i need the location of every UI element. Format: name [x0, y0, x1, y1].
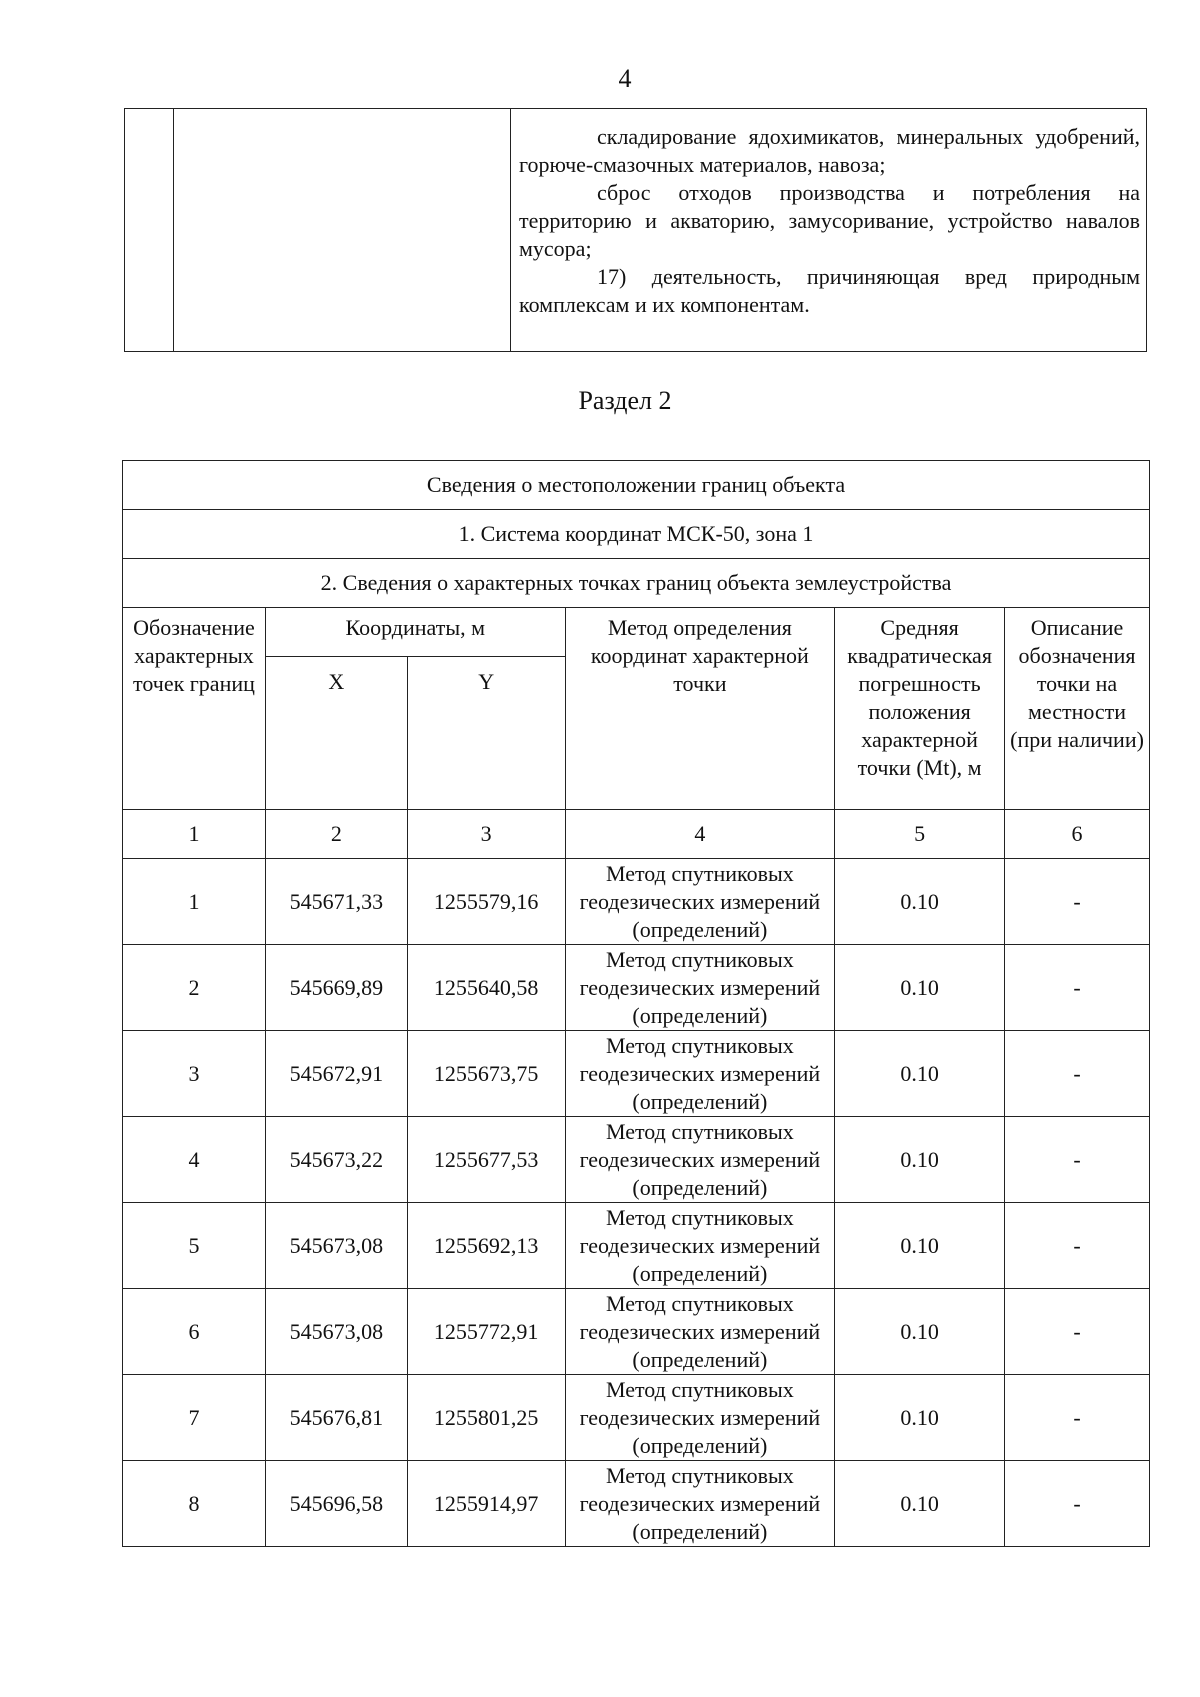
point-method: Метод спутниковых геодезических измерений (определений) — [565, 1289, 835, 1375]
point-method: Метод спутниковых геодезических измерений (определений) — [565, 945, 835, 1031]
point-number: 1 — [123, 859, 266, 945]
column-numbers-row — [123, 810, 1150, 859]
point-mt: 0.10 — [835, 945, 1005, 1031]
table-row — [123, 1289, 1150, 1375]
column-number: 2 — [265, 810, 407, 859]
header-coordinates: Координаты, м — [265, 608, 565, 657]
point-number: 3 — [123, 1031, 266, 1117]
point-x: 545669,89 — [265, 945, 407, 1031]
point-number: 8 — [123, 1461, 266, 1547]
point-method: Метод спутниковых геодезических измерений (определений) — [565, 1461, 835, 1547]
point-x: 545673,08 — [265, 1289, 407, 1375]
column-number: 3 — [407, 810, 565, 859]
column-number: 4 — [565, 810, 835, 859]
empty-cell-1 — [125, 109, 174, 352]
boundary-points-table — [122, 460, 1150, 1547]
coord-system: 1. Система координат МСК-50, зона 1 — [123, 510, 1150, 559]
header-description: Описание обозначения точки на местности (при наличии) — [1005, 608, 1150, 810]
paragraph-waste: сброс отходов производства и потребления на территорию и акваторию, замусоривание, устройство навалов мусора; — [519, 180, 1140, 261]
header-method: Метод определения координат характерной точки — [565, 608, 835, 810]
point-description: - — [1005, 1031, 1150, 1117]
point-method: Метод спутниковых геодезических измерений (определений) — [565, 1375, 835, 1461]
table-row — [123, 1375, 1150, 1461]
header-error: Средняя квадратическая погрешность положения характерной точки (Mt), м — [835, 608, 1005, 810]
point-y: 1255801,25 — [407, 1375, 565, 1461]
continuation-table — [124, 108, 1147, 352]
point-y: 1255640,58 — [407, 945, 565, 1031]
table-row — [123, 1031, 1150, 1117]
point-y: 1255579,16 — [407, 859, 565, 945]
point-description: - — [1005, 945, 1150, 1031]
continuation-row — [125, 109, 1147, 352]
point-x: 545672,91 — [265, 1031, 407, 1117]
table-title: Сведения о местоположении границ объекта — [123, 461, 1150, 510]
points-title: 2. Сведения о характерных точках границ объекта землеустройства — [123, 559, 1150, 608]
point-method: Метод спутниковых геодезических измерений (определений) — [565, 1117, 835, 1203]
page-number: 4 — [618, 64, 632, 93]
table-row — [123, 859, 1150, 945]
point-mt: 0.10 — [835, 1031, 1005, 1117]
point-mt: 0.10 — [835, 859, 1005, 945]
point-description: - — [1005, 1117, 1150, 1203]
point-method: Метод спутниковых геодезических измерений (определений) — [565, 1031, 835, 1117]
points-title-row — [123, 559, 1150, 608]
point-description: - — [1005, 1203, 1150, 1289]
point-x: 545671,33 — [265, 859, 407, 945]
paragraph-harm: 17) деятельность, причиняющая вред природным комплексам и их компонентам. — [519, 264, 1140, 317]
point-number: 5 — [123, 1203, 266, 1289]
point-mt: 0.10 — [835, 1375, 1005, 1461]
point-description: - — [1005, 1461, 1150, 1547]
point-number: 2 — [123, 945, 266, 1031]
point-x: 545673,22 — [265, 1117, 407, 1203]
table-row — [123, 945, 1150, 1031]
point-y: 1255692,13 — [407, 1203, 565, 1289]
point-method: Метод спутниковых геодезических измерений (определений) — [565, 859, 835, 945]
point-mt: 0.10 — [835, 1117, 1005, 1203]
point-description: - — [1005, 1375, 1150, 1461]
point-y: 1255677,53 — [407, 1117, 565, 1203]
point-mt: 0.10 — [835, 1203, 1005, 1289]
point-number: 4 — [123, 1117, 266, 1203]
point-x: 545676,81 — [265, 1375, 407, 1461]
coord-system-row — [123, 510, 1150, 559]
point-y: 1255914,97 — [407, 1461, 565, 1547]
table-row — [123, 1203, 1150, 1289]
point-x: 545673,08 — [265, 1203, 407, 1289]
column-number: 5 — [835, 810, 1005, 859]
table-row — [123, 1461, 1150, 1547]
point-mt: 0.10 — [835, 1289, 1005, 1375]
point-mt: 0.10 — [835, 1461, 1005, 1547]
header-y: Y — [407, 657, 565, 810]
column-number: 1 — [123, 810, 266, 859]
paragraph-storage: складирование ядохимикатов, минеральных удобрений, горюче-смазочных материалов, навоза; — [519, 124, 1140, 177]
header-row — [123, 608, 1150, 657]
point-description: - — [1005, 1289, 1150, 1375]
section-title: Раздел 2 — [578, 386, 672, 415]
point-y: 1255772,91 — [407, 1289, 565, 1375]
restrictions-text-cell — [511, 109, 1147, 352]
point-x: 545696,58 — [265, 1461, 407, 1547]
empty-cell-2 — [174, 109, 511, 352]
point-y: 1255673,75 — [407, 1031, 565, 1117]
point-number: 7 — [123, 1375, 266, 1461]
header-x: X — [265, 657, 407, 810]
point-number: 6 — [123, 1289, 266, 1375]
point-method: Метод спутниковых геодезических измерений (определений) — [565, 1203, 835, 1289]
header-designation: Обозначение характерных точек границ — [123, 608, 266, 810]
point-description: - — [1005, 859, 1150, 945]
table-title-row — [123, 461, 1150, 510]
column-number: 6 — [1005, 810, 1150, 859]
table-row — [123, 1117, 1150, 1203]
